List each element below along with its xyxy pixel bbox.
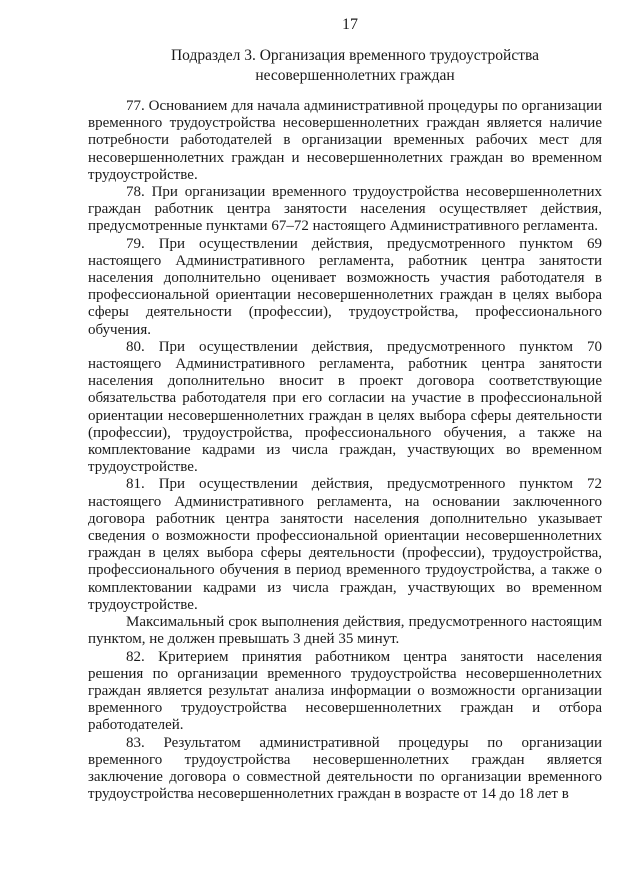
section-heading-line-1: Подраздел 3. Организация временного трудоустройства xyxy=(170,47,540,64)
paragraph-82: 82. Критерием принятия работником центра занятости населения решения по организации временного трудоустройства несовершеннолетних граждан является результат анализа информации о возможности организации временного трудоустройства несовершеннолетних граждан и отбора работодателей. xyxy=(88,648,602,734)
paragraph-80: 80. При осуществлении действия, предусмотренного пунктом 70 настоящего Административного регламента, работник центра занятости населения дополнительно вносит в проект договора соответствующие обязательства работодателя при его согласии на участие в профессиональной ориентации несовершеннолетних граждан в целях выбора сферы деятельности (профессии), трудоустройства, профессионального обучения, а также на комплектование кадрами из числа граждан, участвующих во временном трудоустройстве. xyxy=(88,338,602,476)
paragraph-81: 81. При осуществлении действия, предусмотренного пунктом 72 настоящего Административного регламента, на основании заключенного договора работник центра занятости населения дополнительно указывает сведения о возможности профессиональной ориентации несовершеннолетних граждан в целях выбора сферы деятельности (профессии), трудоустройства, профессионального обучения в период временного трудоустройства, а также о комплектовании кадрами из числа граждан, участвующих во временном трудоустройстве. xyxy=(88,476,602,613)
section-heading xyxy=(70,46,640,86)
paragraph-77: 77. Основанием для начала административной процедуры по организации временного трудоустройства несовершеннолетних граждан является наличие потребности работодателей в организации временных рабочих мест для несовершеннолетних граждан и несовершеннолетних граждан во временном трудоустройстве. xyxy=(88,98,602,183)
section-heading-line-2: несовершеннолетних граждан xyxy=(255,67,455,84)
page-number: 17 xyxy=(342,16,358,33)
paragraph-83: 83. Результатом административной процедуры по организации временного трудоустройства несовершеннолетних граждан является заключение договора о совместной деятельности по организации временного трудоустройства несовершеннолетних граждан в возрасте от 14 до 18 лет в xyxy=(88,734,602,803)
document-body xyxy=(88,98,602,803)
paragraph-78: 78. При организации временного трудоустройства несовершеннолетних граждан работник центра занятости населения осуществляет действия, предусмотренные пунктами 67–72 настоящего Административного регламента. xyxy=(88,184,602,235)
paragraph-81-max-term: Максимальный срок выполнения действия, предусмотренного настоящим пунктом, не должен превышать 3 дней 35 минут. xyxy=(88,614,602,648)
paragraph-79: 79. При осуществлении действия, предусмотренного пунктом 69 настоящего Административного регламента, работник центра занятости населения дополнительно оценивает возможность участия работодателя в профессиональной ориентации несовершеннолетних граждан в целях выбора сферы деятельности (профессии), трудоустройства, профессионального обучения. xyxy=(88,235,602,338)
